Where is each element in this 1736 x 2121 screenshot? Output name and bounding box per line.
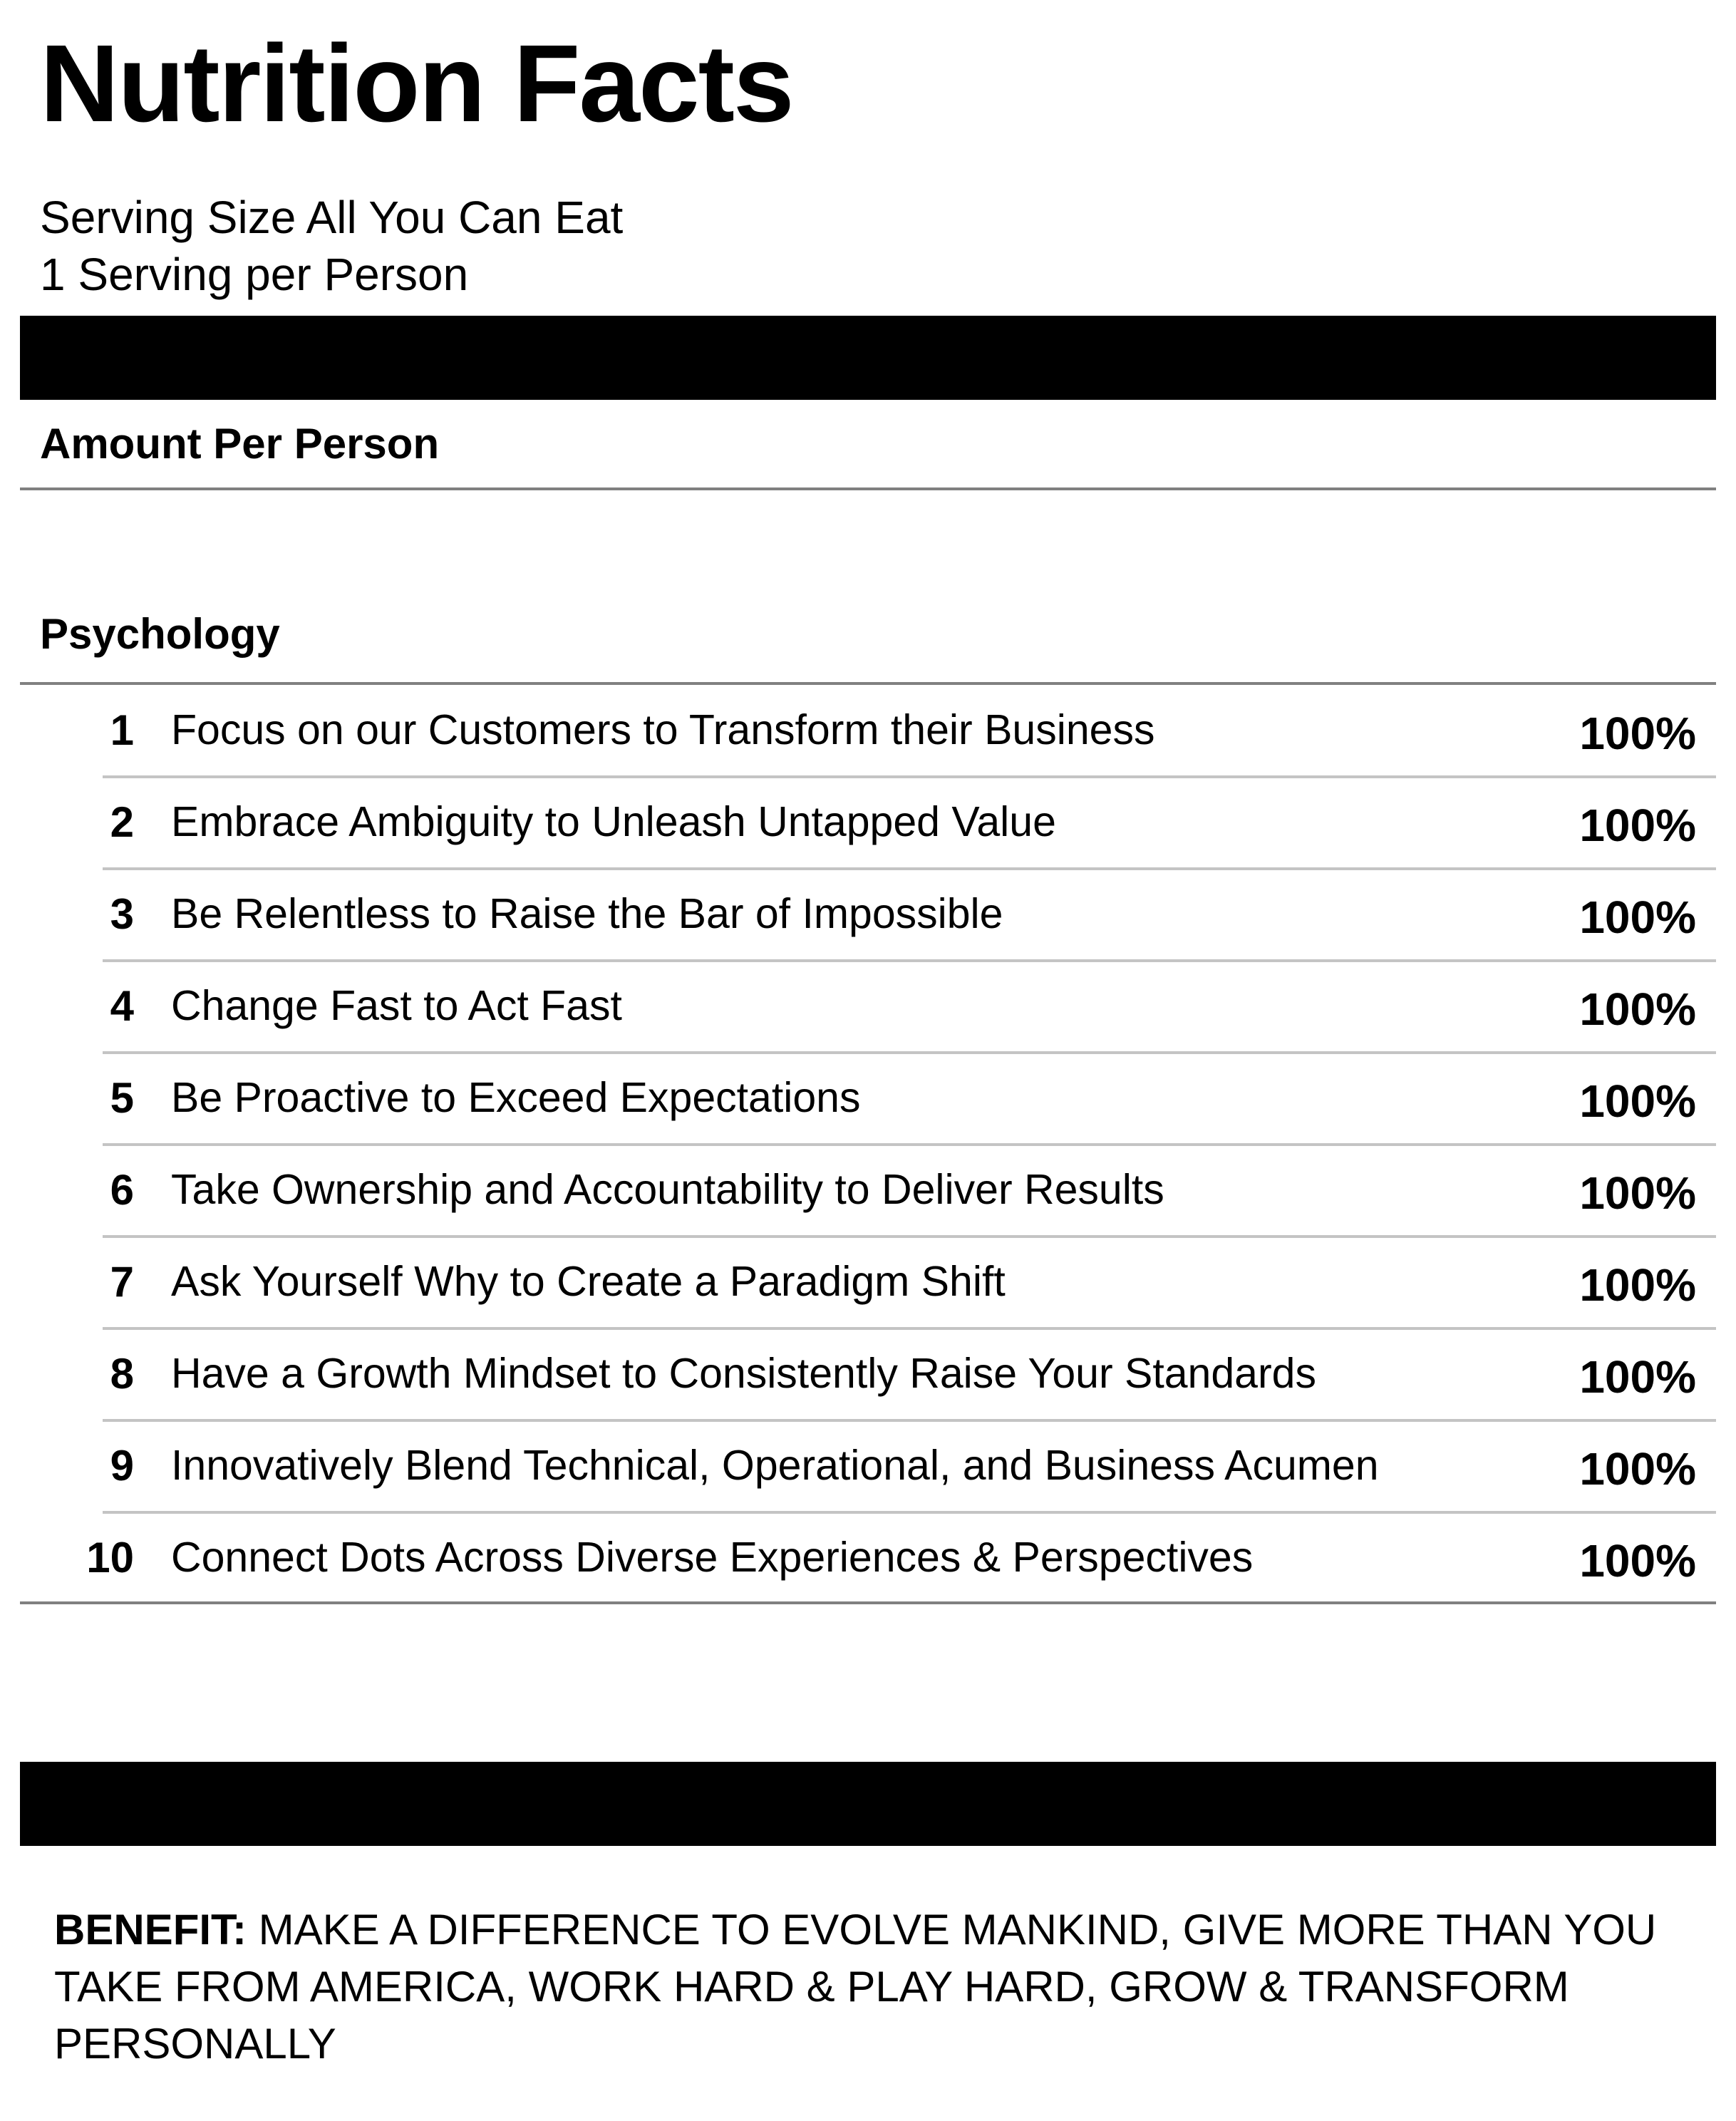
table-row [0, 777, 1736, 869]
row-number: 8 [110, 1350, 134, 1398]
table-row [0, 685, 1736, 777]
table-row [0, 1053, 1736, 1145]
row-value: 100% [1579, 1535, 1696, 1586]
row-value: 100% [1579, 1167, 1696, 1219]
row-number: 10 [86, 1534, 134, 1581]
row-number: 2 [110, 798, 134, 846]
thick-divider-top [20, 316, 1716, 400]
label-title: Nutrition Facts [40, 22, 793, 145]
row-text: Be Proactive to Exceed Expectations [171, 1074, 861, 1121]
row-text: Be Relentless to Raise the Bar of Impossible [171, 890, 1003, 937]
benefit-statement [54, 1901, 1700, 2073]
section-heading: Psychology [40, 610, 280, 658]
row-number: 5 [110, 1074, 134, 1122]
table-row [0, 1328, 1736, 1420]
row-text: Ask Yourself Why to Create a Paradigm Shift [171, 1258, 1006, 1305]
amount-per-person-heading: Amount Per Person [40, 420, 440, 468]
row-value: 100% [1579, 892, 1696, 943]
row-value: 100% [1579, 1259, 1696, 1311]
row-number: 4 [110, 982, 134, 1030]
divider-section-end [20, 1601, 1716, 1604]
servings-per-person: 1 Serving per Person [40, 249, 469, 300]
table-row [0, 1237, 1736, 1328]
table-row [0, 1512, 1736, 1604]
serving-size: Serving Size All You Can Eat [40, 192, 624, 243]
row-value: 100% [1579, 800, 1696, 851]
benefit-label: BENEFIT: [54, 1906, 247, 1954]
table-row [0, 1420, 1736, 1512]
table-row [0, 1145, 1736, 1237]
row-value: 100% [1579, 1075, 1696, 1127]
thick-divider-bottom [20, 1762, 1716, 1846]
row-text: Focus on our Customers to Transform their Business [171, 706, 1155, 753]
row-number: 6 [110, 1166, 134, 1214]
benefit-text: MAKE A DIFFERENCE TO EVOLVE MANKIND, GIVE MORE THAN YOU TAKE FROM AMERICA, WORK HARD & PLAY HARD, GROW & TRANSFORM PERSONALLY [54, 1906, 1657, 2068]
table-row [0, 869, 1736, 961]
row-value: 100% [1579, 1351, 1696, 1403]
row-value: 100% [1579, 708, 1696, 759]
row-text: Have a Growth Mindset to Consistently Raise Your Standards [171, 1350, 1316, 1397]
row-text: Take Ownership and Accountability to Deliver Results [171, 1166, 1164, 1213]
row-number: 9 [110, 1442, 134, 1490]
divider-amount [20, 487, 1716, 490]
row-text: Embrace Ambiguity to Unleash Untapped Value [171, 798, 1056, 845]
row-text: Innovatively Blend Technical, Operational, and Business Acumen [171, 1442, 1379, 1489]
row-number: 7 [110, 1258, 134, 1306]
row-value: 100% [1579, 984, 1696, 1035]
psychology-rows [0, 685, 1736, 1604]
table-row [0, 961, 1736, 1053]
row-number: 3 [110, 890, 134, 938]
row-value: 100% [1579, 1443, 1696, 1495]
row-text: Connect Dots Across Diverse Experiences & Perspectives [171, 1534, 1254, 1581]
row-number: 1 [110, 706, 134, 754]
row-text: Change Fast to Act Fast [171, 982, 622, 1029]
